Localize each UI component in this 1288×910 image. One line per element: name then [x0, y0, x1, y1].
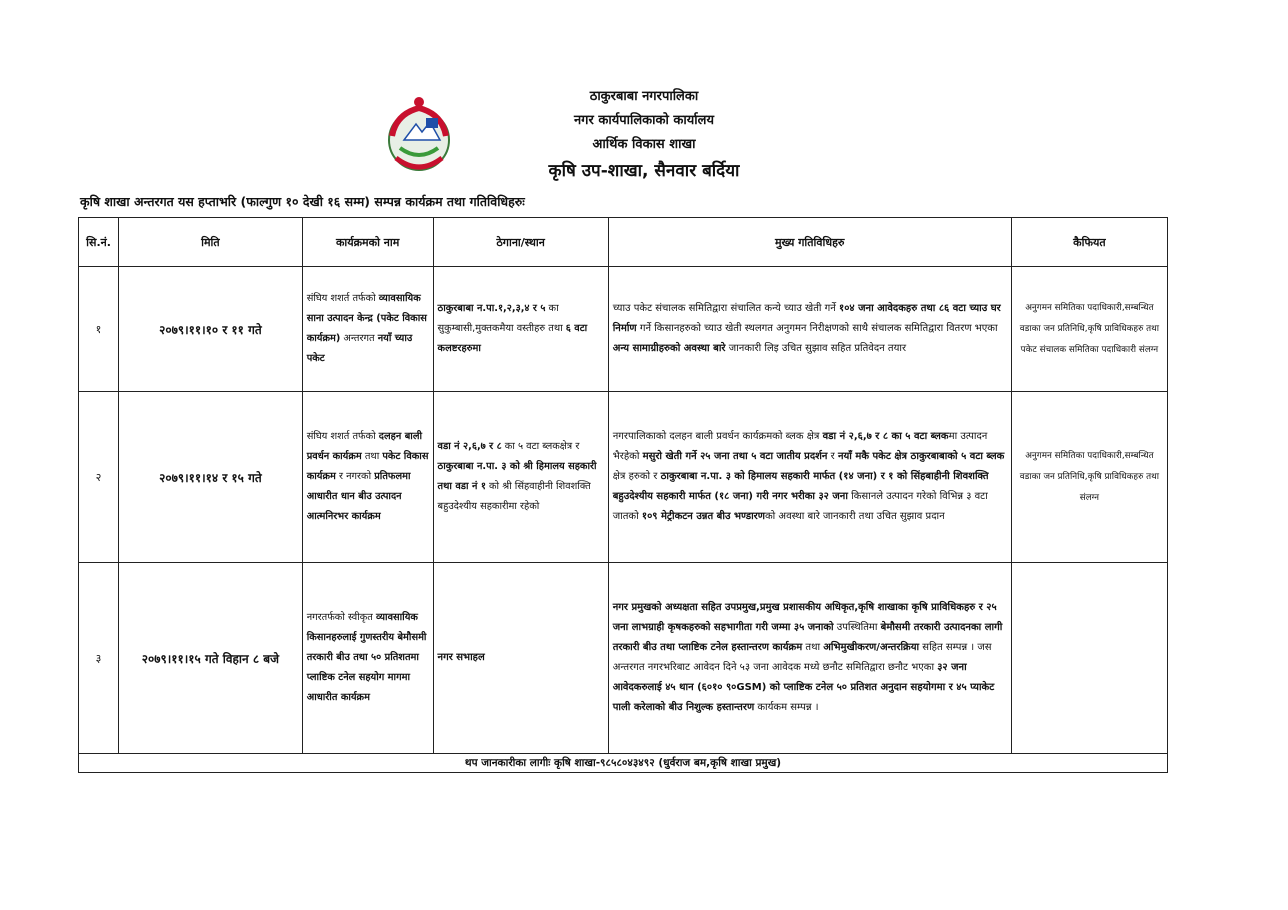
column-header: ठेगाना/स्थान: [433, 218, 608, 267]
table-row: [79, 563, 1168, 754]
program-name-cell: नगरतर्फको स्वीकृत व्यावसायिक किसानहरुलाई गुणस्तरीय बेमौसमी तरकारी बीउ तथा ५० प्रतिशतमा प्लाष्टिक टनेल सहयोग मागमा आधारीत कार्यक्रम: [302, 563, 433, 754]
footer-row: [79, 754, 1168, 773]
remarks-cell: अनुगमन समितिका पदाधिकारी,सम्बन्धित वडाका जन प्रतिनिधि,कृषि प्राविधिकहरु तथा संलग्न: [1011, 392, 1167, 563]
activity-cell: नगर प्रमुखको अध्यक्षता सहित उपप्रमुख,प्रमुख प्रशासकीय अधिकृत,कृषि शाखाका कृषि प्राविधिकहरु र २५ जना लाभग्राही कृषकहरुको सहभागीता गरी जम्मा ३५ जनाको उपस्थितिमा बेमौसमी तरकारी उत्पादनका लागी तरकारी बीउ तथा प्लाष्टिक टनेल हस्तान्तरण कार्यक्रम तथा अभिमुखीकरण/अन्तरक्रिया सहित सम्पन्न । जस अन्तरगत नगरभरिबाट आवेदन दिने ५३ जना आवेदक मध्ये छनौट समितिद्वारा छनौट भएका ३२ जना आवेदकरुलाई ४५ थान (६०१० ९०GSM) को प्लाष्टिक टनेल ५० प्रतिशत अनुदान सहयोगमा र ४५ प्याकेट पाली करेलाको बीउ निशुल्क हस्तान्तरण कार्यकम सम्पन्न ।: [608, 563, 1011, 754]
activity-cell: नगरपालिकाको दलहन बाली प्रवर्धन कार्यक्रमको ब्लक क्षेत्र वडा नं २,६,७ र ८ का ५ वटा ब्लकमा उत्पादन भैरहेको मसुरो खेती गर्ने २५ जना तथा ५ वटा जातीय प्रदर्शन र नयाँ मकै पकेट क्षेत्र ठाकुरबाबाको ५ वटा ब्लक क्षेत्र हरुको र ठाकुरबाबा न.पा. ३ को हिमालय सहकारी मार्फत (१४ जना) र १ को सिंहबाहीनी शिवशक्ति बहुउदेश्यीय सहकारी मार्फत (१८ जना) गरी नगर भरीका ३२ जना किसानले उत्पादन गरेको विभिन्न ३ वटा जातको १०९ मेट्रीकटन उन्नत बीउ भण्डारणको अवस्था बारे जानकारी तथा उचित सुझाव प्रदान: [608, 392, 1011, 563]
column-header: कार्यक्रमको नाम: [302, 218, 433, 267]
date-cell: २०७९।११।१५ गते विहान ८ बजे: [119, 563, 303, 754]
column-header: मिति: [119, 218, 303, 267]
date-cell: २०७९।११।१४ र १५ गते: [119, 392, 303, 563]
place-cell: वडा नं २,६,७ र ८ का ५ वटा ब्लकक्षेत्र र ठाकुरबाबा न.पा. ३ को श्री हिमालय सहकारी तथा वडा नं १ को श्री सिंहवाहीनी शिवशक्ति बहुउदेश्यीय सहकारीमा रहेको: [433, 392, 608, 563]
date-cell: २०७९।११।१० र ११ गते: [119, 267, 303, 392]
program-name-cell: संघिय शशर्त तर्फको दलहन बाली प्रवर्धन कार्यक्रम तथा पकेट विकास कार्यक्रम र नगरको प्रतिफलमा आधारीत धान बीउ उत्पादन आत्मनिरभर कार्यक्रम: [302, 392, 433, 563]
table-row: [79, 392, 1168, 563]
column-header: कैफियत: [1011, 218, 1167, 267]
table-header-row: [79, 218, 1168, 267]
serial-number: ३: [79, 563, 119, 754]
program-name-cell: संघिय शशर्त तर्फको व्यावसायिक साना उत्पादन केन्द्र (पकेट विकास कार्यक्रम) अन्तरगत नयाँ च्याउ पकेट: [302, 267, 433, 392]
office-name: नगर कार्यपालिकाको कार्यालय: [573, 113, 715, 128]
subsection-name: कृषि उप-शाखा, सैनवार बर्दिया: [548, 161, 740, 181]
municipality-name: ठाकुरबाबा नगरपालिका: [589, 89, 699, 104]
serial-number: १: [79, 267, 119, 392]
contact-info: थप जानकारीका लागीः कृषि शाखा-९८५८०४३४९२ (धुर्वराज बम,कृषि शाखा प्रमुख): [79, 754, 1168, 773]
serial-number: २: [79, 392, 119, 563]
section-name: आर्थिक विकास शाखा: [592, 137, 696, 152]
remarks-cell: अनुगमन समितिका पदाधिकारी,सम्बन्धित वडाका जन प्रतिनिधि,कृषि प्राविधिकहरु तथा पकेट संचालक समितिका पदाधिकारी संलग्न: [1011, 267, 1167, 392]
place-cell: नगर सभाहल: [433, 563, 608, 754]
activities-table: [78, 217, 1168, 773]
column-header: सि.नं.: [79, 218, 119, 267]
table-row: [79, 267, 1168, 392]
activity-cell: च्याउ पकेट संचालक समितिद्वारा संचालित कन्ये च्याउ खेती गर्ने १०४ जना आवेदकहरु तथा ८६ वटा च्याउ घर निर्माण गर्ने किसानहरुको च्याउ खेती स्थलगत अनुगमन निरीक्षणको साथै संचालक समितिद्वारा वितरण भएका अन्य सामाग्रीहरुको अवस्था बारे जानकारी लिइ उचित सुझाव सहित प्रतिवेदन तयार: [608, 267, 1011, 392]
place-cell: ठाकुरबाबा न.पा.१,२,३,४ र ५ का सुकुम्बासी,मुक्तकमैया वस्तीहरु तथा ६ वटा कलष्टरहरुमा: [433, 267, 608, 392]
remarks-cell: [1011, 563, 1167, 754]
report-intro: कृषि शाखा अन्तरगत यस हप्ताभरि (फाल्गुण १० देखी १६ सम्म) सम्पन्न कार्यक्रम तथा गतिविधिहरुः: [80, 194, 525, 209]
column-header: मुख्य गतिविधिहरु: [608, 218, 1011, 267]
